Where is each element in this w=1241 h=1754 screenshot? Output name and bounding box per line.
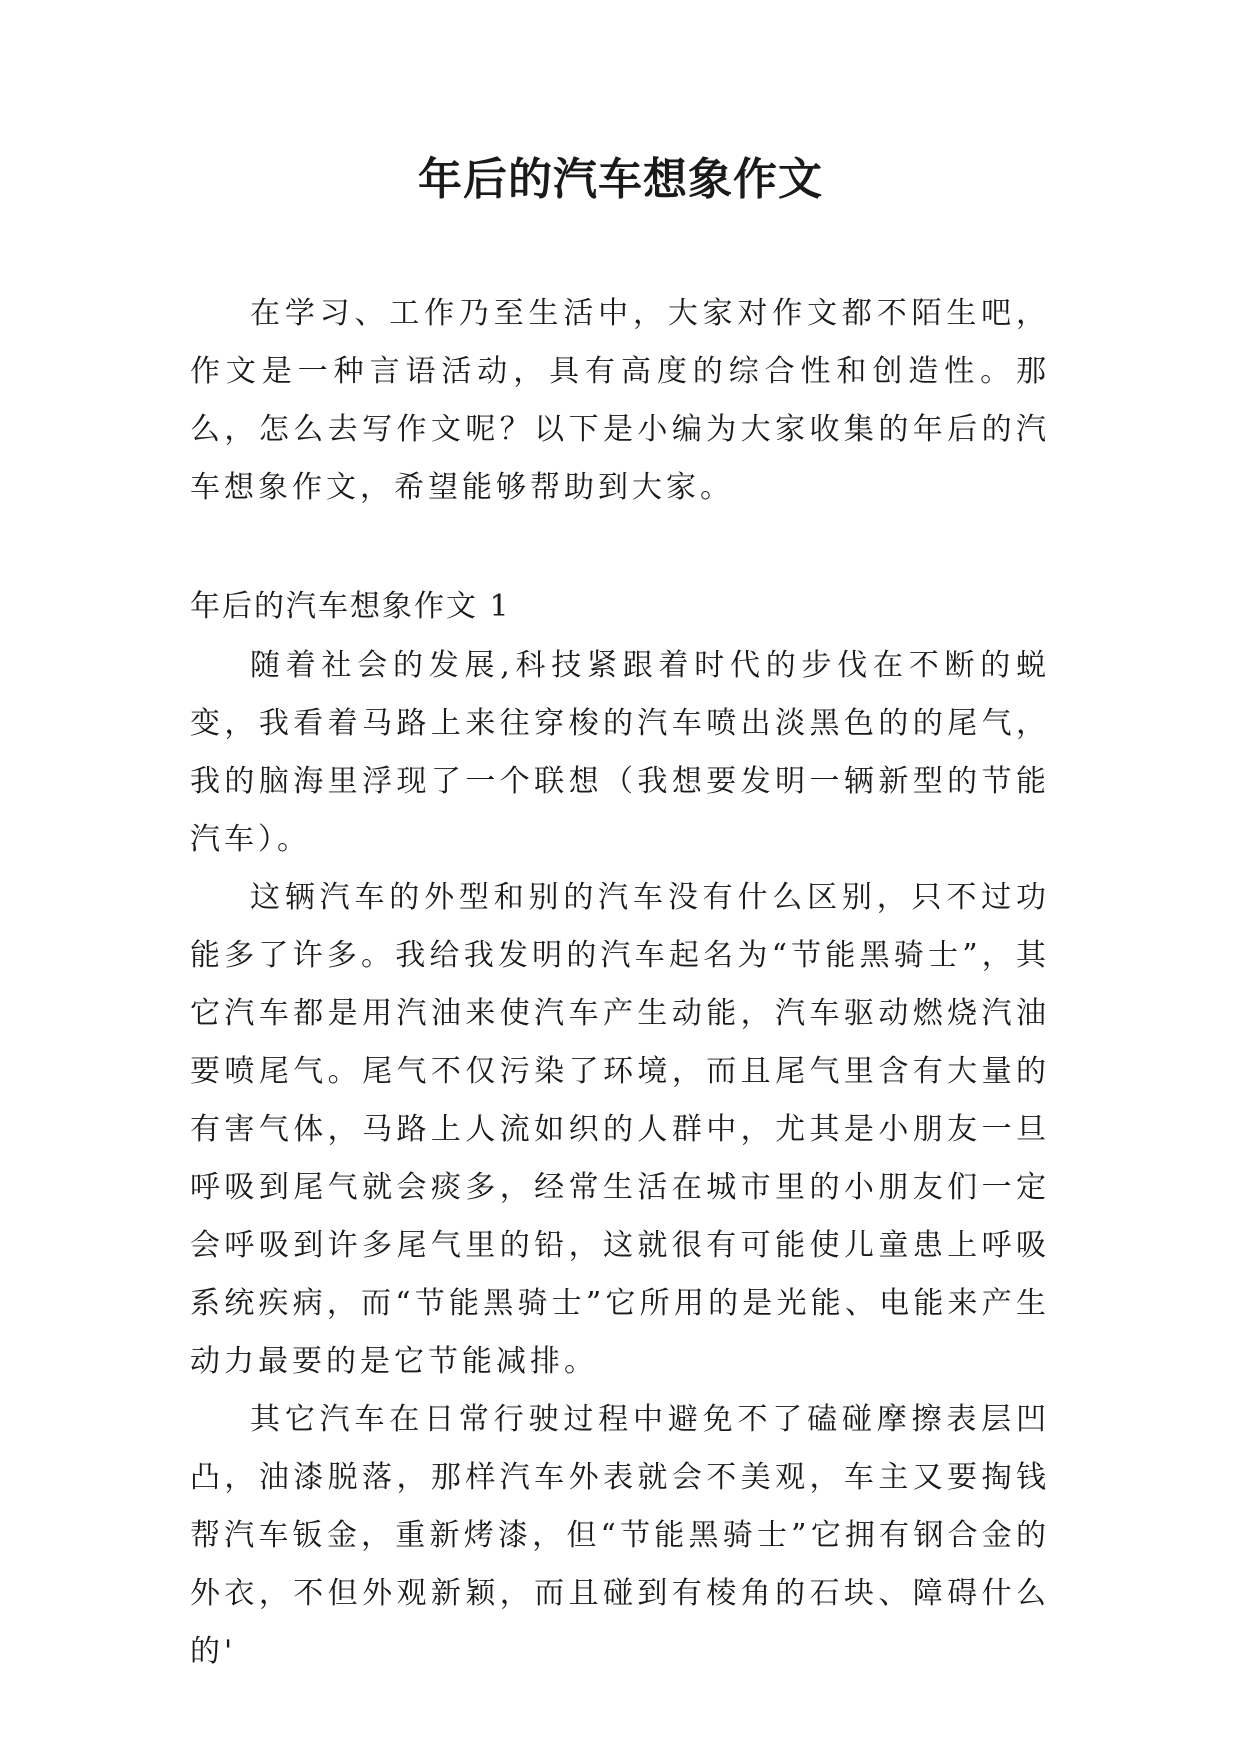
essay-paragraph-3: 其它汽车在日常行驶过程中避免不了磕碰摩擦表层凹凸，油漆脱落，那样汽车外表就会不美观，车主又要掏钱帮汽车钣金，重新烤漆，但“节能黑骑士”它拥有钢合金的外衣，不但外观新颖，而且碰到有棱角的石块、障碍什么的' <box>190 1402 1050 1669</box>
essay-paragraph-1: 随着社会的发展,科技紧跟着时代的步伐在不断的蜕变，我看着马路上来往穿梭的汽车喷出淡黑色的的尾气，我的脑海里浮现了一个联想（我想要发明一辆新型的节能汽车）。 <box>190 648 1050 857</box>
section-heading: 年后的汽车想象作文 1 <box>190 589 511 624</box>
essay-paragraph-2: 这辆汽车的外型和别的汽车没有什么区别，只不过功能多了许多。我给我发明的汽车起名为“节能黑骑士”，其它汽车都是用汽油来使汽车产生动能，汽车驱动燃烧汽油要喷尾气。尾气不仅污染了环境，而且尾气里含有大量的有害气体，马路上人流如织的人群中，尤其是小朋友一旦呼吸到尾气就会痰多，经常生活在城市里的小朋友们一定会呼吸到许多尾气里的铅，这就很有可能使儿童患上呼吸系统疾病，而“节能黑骑士”它所用的是光能、电能来产生动力最要的是它节能减排。 <box>190 880 1050 1379</box>
essay-body <box>190 637 1050 1681</box>
intro-paragraph: 在学习、工作乃至生活中，大家对作文都不陌生吧，作文是一种言语活动，具有高度的综合性和创造性。那么，怎么去写作文呢？以下是小编为大家收集的年后的汽车想象作文，希望能够帮助到大家。 <box>190 296 1050 505</box>
intro-section <box>190 285 1050 517</box>
document-title: 年后的汽车想象作文 <box>418 154 823 205</box>
